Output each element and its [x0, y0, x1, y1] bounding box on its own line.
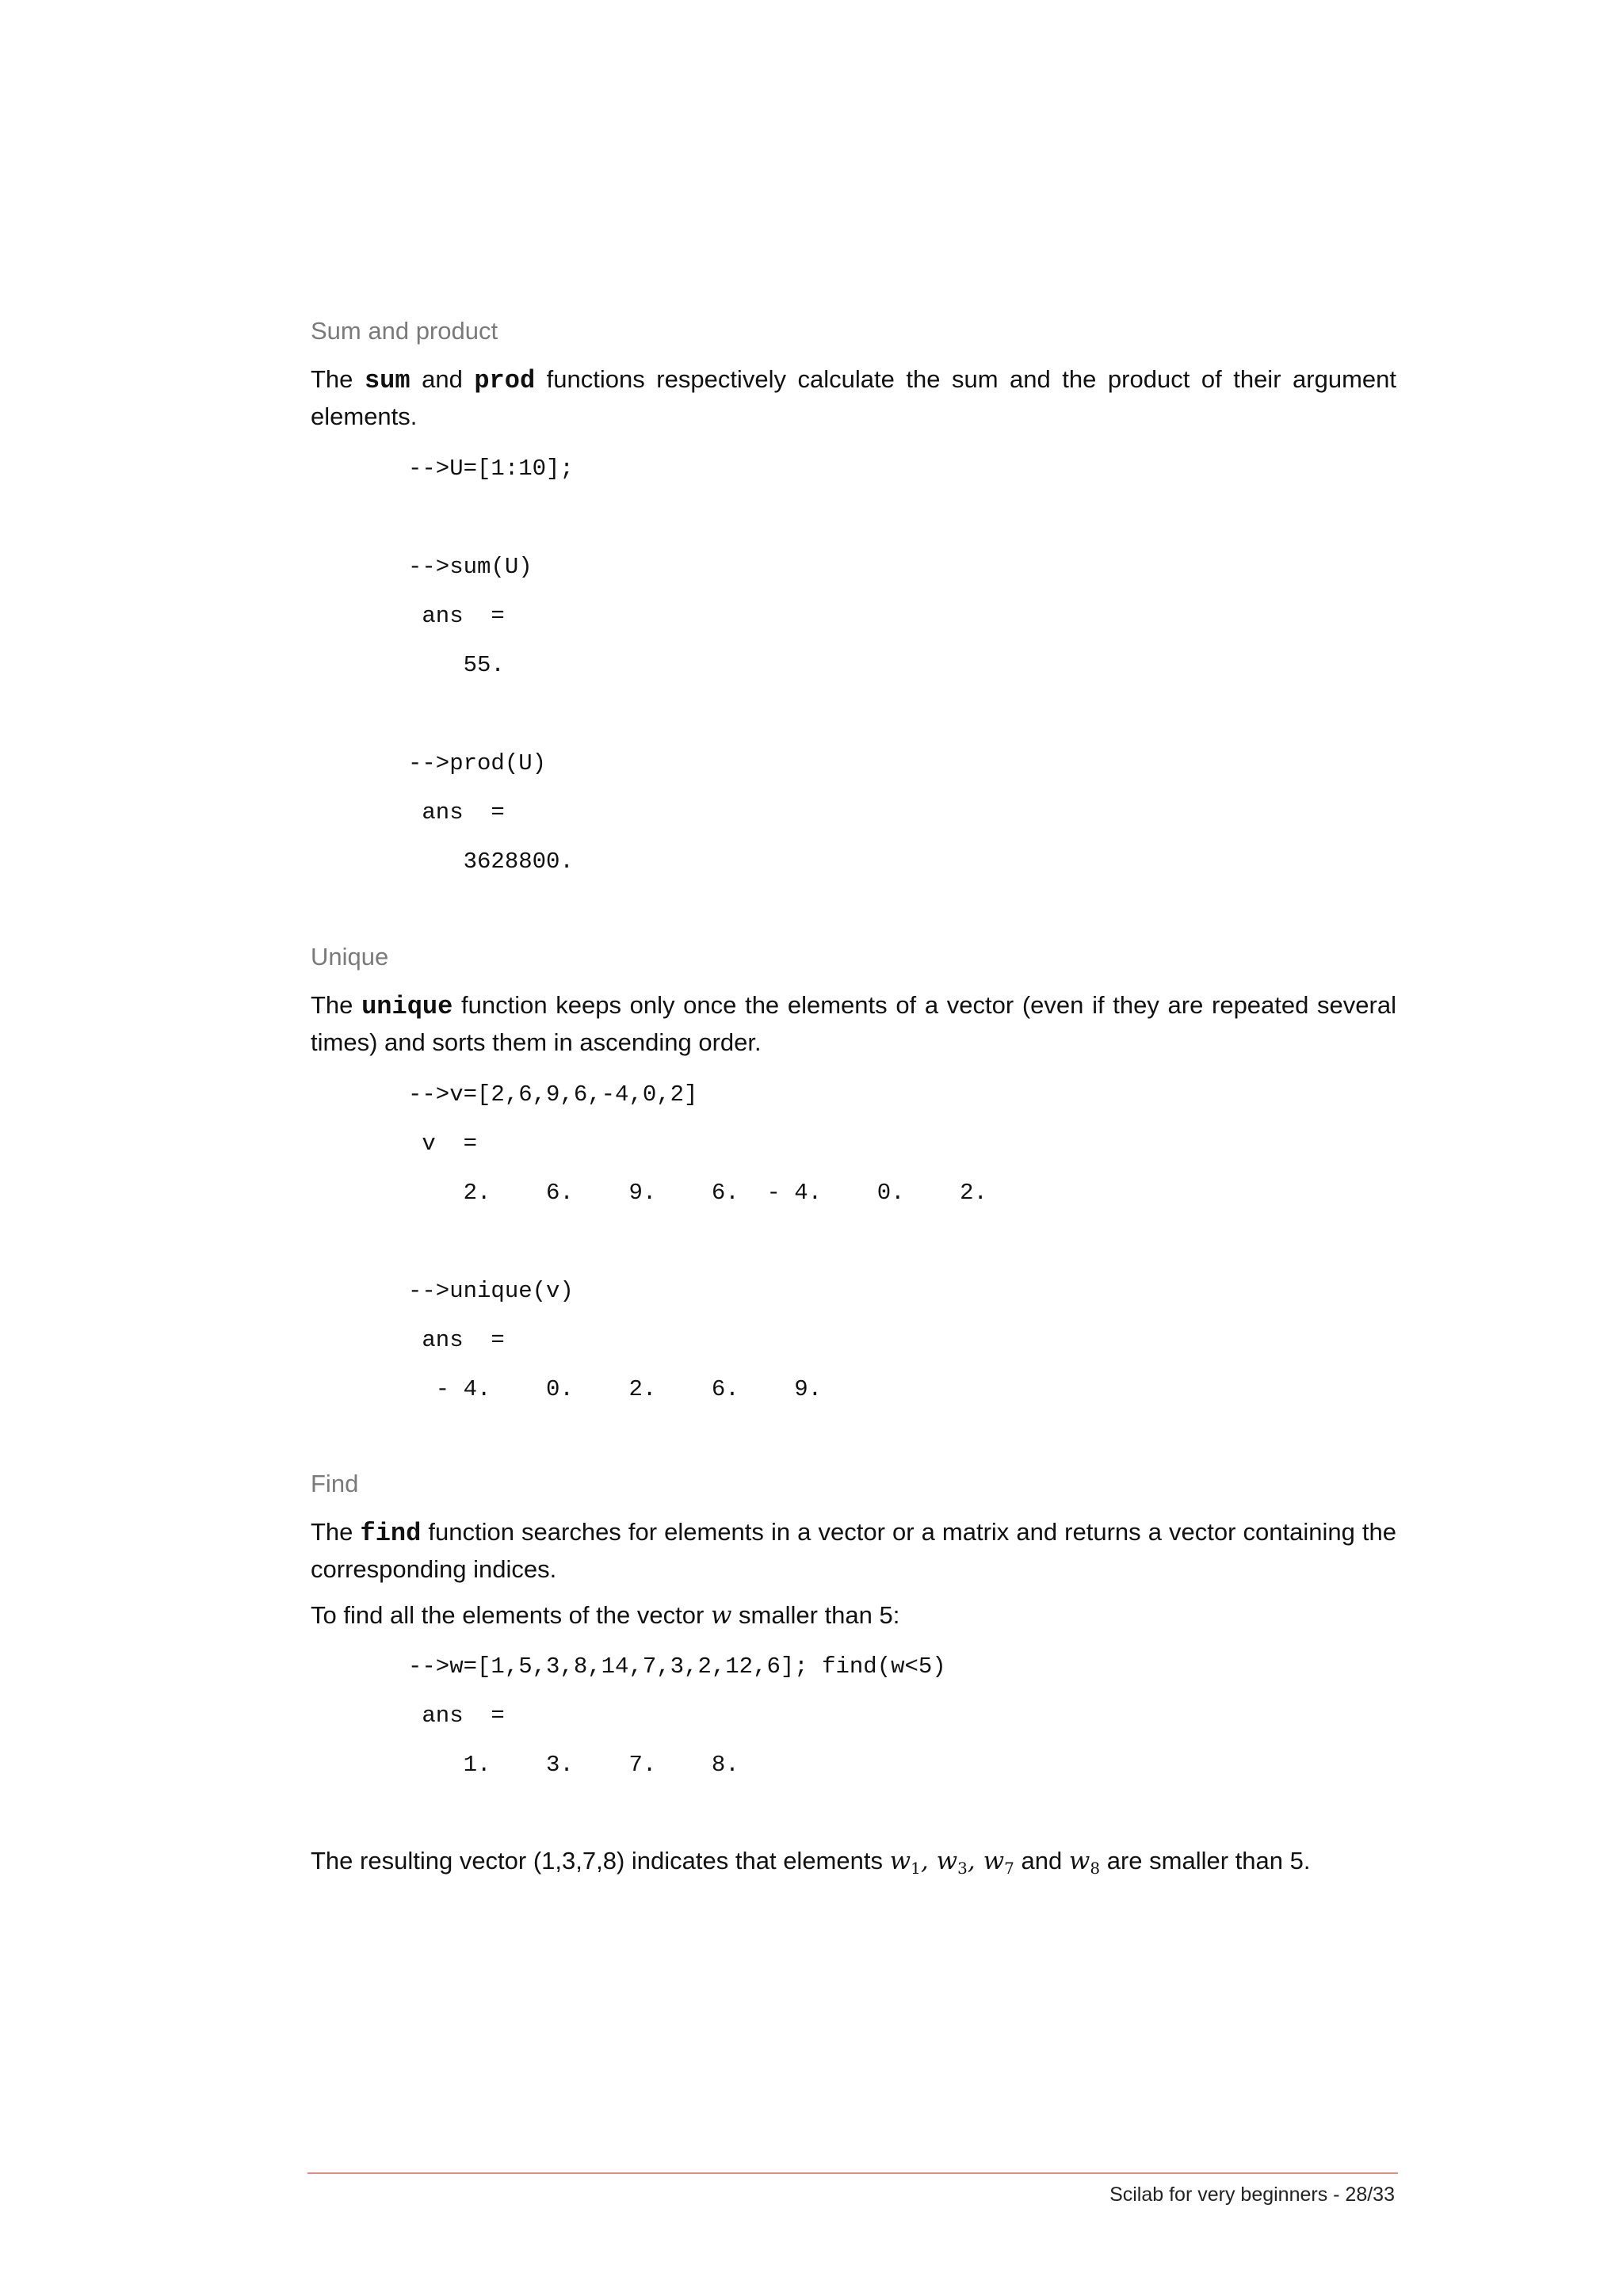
code-line: -->w=[1,5,3,8,14,7,3,2,12,6]; find(w<5): [408, 1653, 946, 1680]
code-line: -->U=[1:10];: [408, 456, 574, 482]
paragraph-find-result: [311, 1843, 1396, 1879]
code-line: 1. 3. 7. 8.: [408, 1752, 739, 1778]
math-variable-w: w: [936, 1847, 958, 1875]
keyword-sum: sum: [364, 366, 411, 395]
code-line: 3628800.: [408, 849, 574, 875]
text-fragment: are smaller than 5.: [1100, 1847, 1311, 1875]
keyword-prod: prod: [474, 366, 536, 395]
footer-divider: [307, 2172, 1398, 2174]
math-separator: ,: [967, 1847, 983, 1875]
math-variable-w: w: [889, 1847, 911, 1875]
subscript: 8: [1090, 1859, 1101, 1878]
text-fragment: function searches for elements in a vector or a matrix and returns a vector containing the corresponding indices.: [311, 1518, 1397, 1583]
math-variable-w: w: [983, 1847, 1005, 1875]
subscript: 3: [957, 1859, 968, 1878]
code-line: -->prod(U): [408, 750, 547, 776]
paragraph-unique: [311, 987, 1396, 1060]
math-separator: ,: [920, 1847, 937, 1875]
subscript: 7: [1004, 1859, 1014, 1878]
text-fragment: smaller than 5:: [731, 1601, 900, 1629]
code-line: ans =: [408, 799, 505, 826]
text-fragment: The: [311, 991, 362, 1019]
text-fragment: The resulting vector (1,3,7,8) indicates that elements: [311, 1847, 890, 1875]
code-line: ans =: [408, 1327, 505, 1353]
code-line: 55.: [408, 652, 505, 678]
text-fragment: The: [311, 365, 365, 393]
code-line: -->v=[2,6,9,6,-4,0,2]: [408, 1081, 698, 1108]
text-fragment: function keeps only once the elements of a vector (even if they are repeated several times) and sorts them in ascending order.: [311, 991, 1396, 1056]
code-line: -->unique(v): [408, 1278, 574, 1304]
code-line: v =: [408, 1131, 478, 1157]
subscript: 1: [911, 1859, 921, 1878]
section-heading-find: Find: [311, 1470, 359, 1497]
math-w1: [889, 1847, 921, 1878]
section-heading-sum-product: Sum and product: [311, 317, 498, 345]
text-fragment: and: [1014, 1847, 1069, 1875]
math-w8: [1068, 1847, 1101, 1878]
code-line: 2. 6. 9. 6. - 4. 0. 2.: [408, 1180, 987, 1206]
paragraph-find: [311, 1514, 1396, 1587]
code-line: -->sum(U): [408, 554, 533, 580]
text-fragment: functions respectively calculate the sum and the product of their argument elements.: [311, 365, 1397, 430]
text-fragment: The: [311, 1518, 361, 1546]
math-w7: [983, 1847, 1014, 1878]
math-w3: [936, 1847, 968, 1878]
footer-page-label: Scilab for very beginners - 28/33: [1109, 2183, 1395, 2206]
text-fragment: To find all the elements of the vector: [311, 1601, 711, 1629]
text-fragment: and: [410, 365, 475, 393]
keyword-unique: unique: [361, 992, 453, 1021]
paragraph-find-intro: [311, 1597, 1396, 1634]
math-variable-w: w: [1068, 1847, 1090, 1875]
keyword-find: find: [360, 1519, 422, 1548]
math-variable-w: w: [710, 1601, 732, 1630]
code-line: ans =: [408, 603, 505, 629]
paragraph-sum-product: [311, 361, 1396, 434]
code-line: ans =: [408, 1703, 505, 1729]
code-line: - 4. 0. 2. 6. 9.: [408, 1376, 823, 1402]
section-heading-unique: Unique: [311, 943, 389, 971]
